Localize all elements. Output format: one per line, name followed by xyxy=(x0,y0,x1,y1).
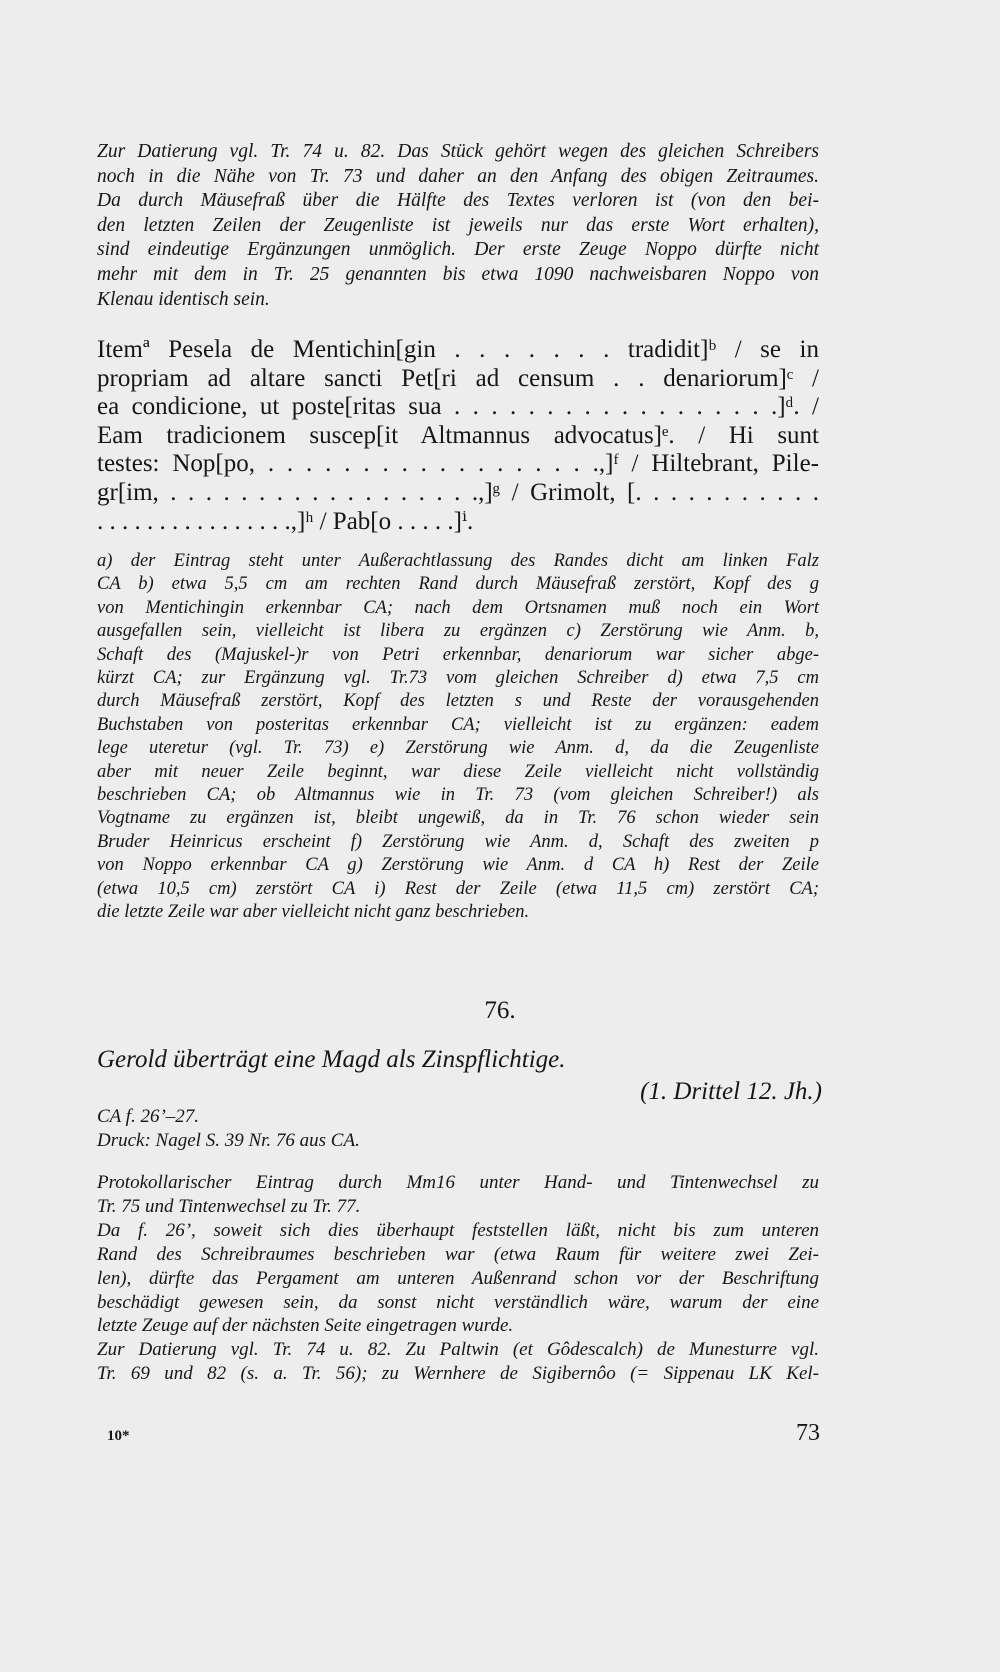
text-line: Klenau identisch sein. xyxy=(97,288,270,310)
note-line: (etwa 10,5 cm) zerstört CA i) Rest der Zeile (etwa 11,5 cm) zerstört CA; xyxy=(97,878,819,899)
desc-line: Da f. 26’, soweit sich dies überhaupt feststellen läßt, nicht bis zum unteren xyxy=(97,1219,819,1241)
charter-line: Eam tradicionem suscep[it Altmannus advocatus]ᵉ. / Hi sunt xyxy=(97,421,819,449)
charter-text xyxy=(97,336,819,536)
text-line: sind eindeutige Ergänzungen unmöglich. Der erste Zeuge Noppo dürfte nicht xyxy=(97,239,819,261)
charter-line: Itemª Pesela de Mentichin[gin . . . . . . . tradidit]ᵇ / se in xyxy=(97,336,819,363)
entry-title: Gerold überträgt eine Magd als Zinspflichtige. xyxy=(97,1046,566,1073)
charter-line: gr[im, . . . . . . . . . . . . . . . . . .,]ᵍ / Grimolt, [. . . . . . . . . . . xyxy=(97,478,819,506)
note-line: a) der Eintrag steht unter Außerachtlassung des Randes dicht am linken Falz xyxy=(97,551,819,571)
desc-line: len), dürfte das Pergament am unteren Außenrand schon vor der Beschriftung xyxy=(97,1267,819,1289)
note-line: Schaft des (Majuskel-)r von Petri erkennbar, denariorum war sicher abge- xyxy=(97,644,819,665)
page-number: 73 xyxy=(796,1420,820,1446)
note-line: von Noppo erkennbar CA g) Zerstörung wie Anm. d CA h) Rest der Zeile xyxy=(97,855,819,876)
note-line: aber mit neuer Zeile beginnt, war diese Zeile vielleicht nicht vollständig xyxy=(97,761,819,782)
note-line: ausgefallen sein, vielleicht ist libera zu ergänzen c) Zerstörung wie Anm. b, xyxy=(97,621,819,642)
text-line: noch in die Nähe von Tr. 73 und daher an den Anfang des obigen Zeitraumes. xyxy=(97,165,819,187)
dating-commentary xyxy=(97,140,819,312)
note-line: von Mentichingin erkennbar CA; nach dem Ortsnamen muß noch ein Wort xyxy=(97,597,819,618)
note-line: CA b) etwa 5,5 cm am rechten Rand durch Mäusefraß zerstört, Kopf des g xyxy=(97,574,819,595)
note-line: Buchstaben von posteritas erkennbar CA; vielleicht ist zu ergänzen: eadem xyxy=(97,714,819,735)
note-line: lege uteretur (vgl. Tr. 73) e) Zerstörung wie Anm. d, da die Zeugenliste xyxy=(97,738,819,759)
print-line: Druck: Nagel S. 39 Nr. 76 aus CA. xyxy=(97,1129,360,1151)
note-line: durch Mäusefraß zerstört, Kopf des letzten s und Reste der vorausgehenden xyxy=(97,691,819,712)
text-line: mehr mit dem in Tr. 25 genannten bis etwa 1090 nachweisbaren Noppo von xyxy=(97,263,819,285)
desc-line: Protokollarischer Eintrag durch Mm16 unter Hand- und Tintenwechsel zu xyxy=(97,1172,819,1193)
charter-line: . . . . . . . . . . . . . . . .,]ʰ / Pab[o . . . . .]ⁱ. xyxy=(97,507,474,535)
note-line: beschrieben CA; ob Altmannus wie in Tr. 73 (vom gleichen Schreiber!) als xyxy=(97,785,819,806)
text-line: Da durch Mäusefraß über die Hälfte des Textes verloren ist (von den bei- xyxy=(97,190,819,212)
desc-line: letzte Zeuge auf der nächsten Seite eingetragen wurde. xyxy=(97,1315,514,1337)
charter-line: ea condicione, ut poste[ritas sua . . . . . . . . . . . . . . . . . .]ᵈ. / xyxy=(97,393,819,421)
source-line: CA f. 26’–27. xyxy=(97,1106,200,1127)
note-line: Bruder Heinricus erscheint f) Zerstörung wie Anm. d, Schaft des zweiten p xyxy=(97,831,819,852)
critical-apparatus xyxy=(97,550,819,925)
text-line: Zur Datierung vgl. Tr. 74 u. 82. Das Stück gehört wegen des gleichen Schreibers xyxy=(97,141,819,162)
note-line: kürzt CA; zur Ergänzung vgl. Tr.73 vom gleichen Schreiber d) etwa 7,5 cm xyxy=(97,668,819,689)
note-line: Vogtname zu ergänzen ist, bleibt ungewiß, da in Tr. 76 schon wieder sein xyxy=(97,808,819,829)
desc-line: Rand des Schreibraumes beschrieben war (etwa Raum für weitere zwei Zei- xyxy=(97,1243,819,1265)
charter-line: propriam ad altare sancti Pet[ri ad censum . . denariorum]ᶜ / xyxy=(97,364,819,392)
desc-line: Tr. 69 und 82 (s. a. Tr. 56); zu Wernhere de Sigibernôo (= Sippenau LK Kel- xyxy=(97,1363,819,1385)
desc-line: Tr. 75 und Tintenwechsel zu Tr. 77. xyxy=(97,1195,361,1217)
sheet-signature: 10* xyxy=(107,1428,130,1444)
charter-line: testes: Nop[po, . . . . . . . . . . . . . . . . . .,]ᶠ / Hiltebrant, Pile- xyxy=(97,450,819,478)
entry-date: (1. Drittel 12. Jh.) xyxy=(640,1078,822,1105)
desc-line: Zur Datierung vgl. Tr. 74 u. 82. Zu Paltwin (et Gôdescalch) de Munesturre vgl. xyxy=(97,1339,819,1361)
entry-number: 76. xyxy=(484,997,516,1024)
note-line: die letzte Zeile war aber vielleicht nicht ganz beschrieben. xyxy=(97,902,530,923)
text-line: den letzten Zeilen der Zeugenliste ist jeweils nur das erste Wort erhalten), xyxy=(97,214,819,236)
entry-description xyxy=(97,1171,819,1386)
entry-sources xyxy=(97,1105,819,1152)
desc-line: beschädigt gewesen sein, da sonst nicht verständlich wäre, warum der eine xyxy=(97,1291,819,1313)
